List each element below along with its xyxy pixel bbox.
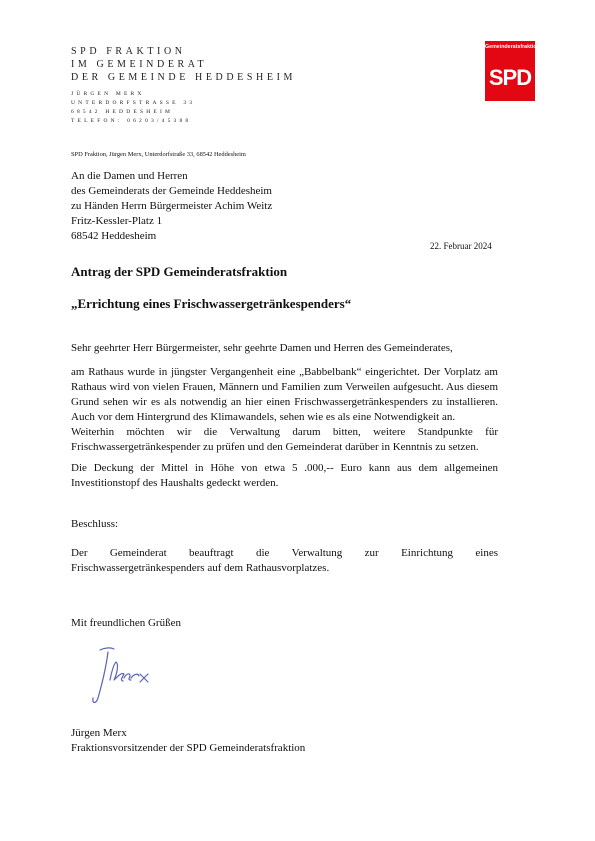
recipient-line: Fritz-Kessler-Platz 1: [71, 215, 163, 227]
letterhead-line-3: DER GEMEINDE HEDDESHEIM: [71, 72, 297, 83]
letterhead-address-name: JÜRGEN MERX: [71, 91, 145, 97]
paragraph-line: Der Gemeinderat beauftragt die Verwaltung zur Einrichtung eines: [71, 547, 498, 559]
paragraph-line: Frischwassergetränkespenders auf dem Rathausvorplatzes.: [71, 562, 330, 574]
recipient-address: [71, 169, 272, 244]
recipient-line: 68542 Heddesheim: [71, 230, 157, 242]
paragraph-line: Rathaus wird von vielen Frauen, Männern und Familien zum Verweilen aufgesucht. Aus diesem: [71, 381, 498, 393]
closing: Mit freundlichen Grüßen: [71, 617, 181, 629]
beschluss-label-block: [71, 517, 498, 532]
paragraph-line: am Rathaus wurde in jüngster Vergangenheit eine „Babbelbank“ eingerichtet. Der Vorplatz am: [71, 366, 498, 378]
sender-line: SPD Fraktion, Jürgen Merx, Unterdorfstraße 33, 68542 Heddesheim: [71, 151, 246, 158]
handwritten-signature: [86, 640, 166, 715]
paragraph-line: Auch vor dem Hintergrund des Klimawandels, sehen wie es als eine Notwendigkeit an.: [71, 411, 456, 423]
signer-name: Jürgen Merx: [71, 727, 127, 739]
beschluss-label: Beschluss:: [71, 518, 119, 530]
recipient-line: des Gemeinderats der Gemeinde Heddesheim: [71, 185, 272, 197]
signer-block: [71, 726, 498, 756]
beschluss-text: [71, 546, 498, 576]
letter-title: Antrag der SPD Gemeinderatsfraktion: [71, 264, 288, 279]
recipient-line: zu Händen Herrn Bürgermeister Achim Weitz: [71, 200, 273, 212]
letterhead-address-street: UNTERDORFSTRASSE 33: [71, 100, 196, 106]
letterhead-address-city: 68542 HEDDESHEIM: [71, 109, 174, 115]
letterhead-line-2: IM GEMEINDERAT: [71, 59, 208, 70]
body-paragraph-1: [71, 365, 498, 455]
letterhead-line-1: SPD FRAKTION: [71, 46, 186, 57]
paragraph-line: Weiterhin möchten wir die Verwaltung darum bitten, weitere Standpunkte für: [71, 426, 498, 438]
recipient-line: An die Damen und Herren: [71, 170, 188, 182]
closing-block: [71, 616, 498, 631]
logo-top-text: Gemeinderatsfraktion: [485, 44, 540, 50]
letterhead-address-phone: TELEFON: 06203/45388: [71, 118, 192, 124]
logo-main-text: SPD: [488, 65, 532, 90]
signer-role: Fraktionsvorsitzender der SPD Gemeinderatsfraktion: [71, 742, 306, 754]
paragraph-line: Die Deckung der Mittel in Höhe von etwa 5 .000,-- Euro kann aus dem allgemeinen: [71, 462, 498, 474]
paragraph-line: Investitionstopf des Haushalts gedeckt werden.: [71, 477, 279, 489]
letter-subtitle: „Errichtung eines Frischwassergetränkespenders“: [71, 296, 352, 311]
salutation: [71, 341, 498, 356]
paragraph-line: Grund sehen wir es als notwendig an hier einen Frischwassergetränkespenders zu installieren.: [71, 396, 498, 408]
paragraph-line: Frischwassergetränkespender zu prüfen und den Gemeinderat darüber in Kenntnis zu setzen.: [71, 441, 479, 453]
salutation-text: Sehr geehrter Herr Bürgermeister, sehr geehrte Damen und Herren des Gemeinderates,: [71, 342, 453, 354]
body-paragraph-2: [71, 461, 498, 491]
letter-date: 22. Februar 2024: [430, 241, 492, 251]
spd-logo: [485, 41, 540, 101]
